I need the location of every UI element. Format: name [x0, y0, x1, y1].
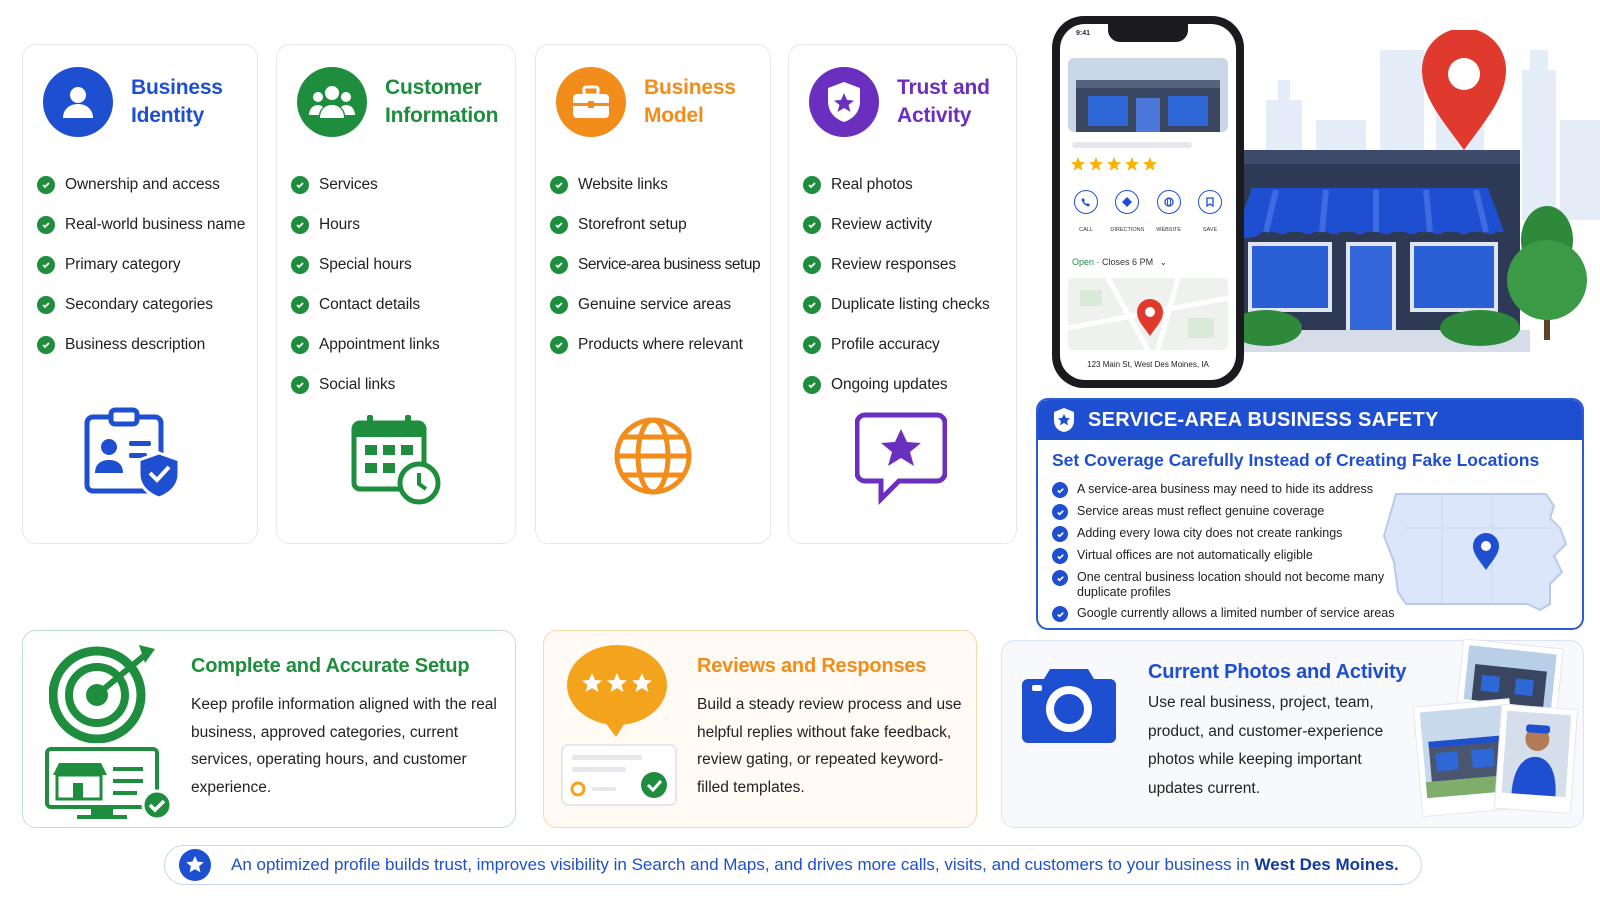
- save-button[interactable]: SAVE: [1192, 190, 1228, 236]
- directions-button[interactable]: DIRECTIONS: [1109, 190, 1145, 236]
- check-icon: [291, 216, 309, 234]
- check-icon: [803, 216, 821, 234]
- check-icon: [803, 176, 821, 194]
- target-arrow-icon: [49, 643, 159, 743]
- phone-actions: [1068, 190, 1228, 236]
- check-icon: [1052, 606, 1068, 622]
- footer-emphasis: West Des Moines.: [1254, 855, 1399, 874]
- reviews-title: Reviews and Responses: [697, 655, 927, 677]
- footer-banner: [164, 845, 1422, 885]
- check-icon: [1052, 548, 1068, 564]
- list-item: Social links: [291, 365, 440, 405]
- checklist: [550, 165, 760, 365]
- photos-body: Use real business, project, team, product, and customer-experience photos while keeping important updates current.: [1148, 694, 1384, 797]
- check-icon: [37, 176, 55, 194]
- card-business-identity: [22, 44, 258, 544]
- card-reviews-responses: [543, 630, 977, 828]
- footer-text: An optimized profile builds trust, improves visibility in Search and Maps, and drives more calls, visits, and customers to your business in: [231, 855, 1250, 874]
- list-item: Google currently allows a limited number of service areas: [1052, 606, 1397, 622]
- list-item: Products where relevant: [550, 325, 760, 365]
- checklist: [291, 165, 440, 405]
- list-item: Primary category: [37, 245, 245, 285]
- checklist: [803, 165, 990, 405]
- list-item: Ongoing updates: [803, 365, 990, 405]
- check-icon: [291, 376, 309, 394]
- card-complete-accurate-setup: [22, 630, 516, 828]
- list-item: Genuine service areas: [550, 285, 760, 325]
- check-icon: [1052, 482, 1068, 498]
- check-icon: [37, 336, 55, 354]
- check-icon: [291, 256, 309, 274]
- status-time: 9:41: [1076, 30, 1091, 37]
- list-item: Business description: [37, 325, 245, 365]
- list-item: Service areas must reflect genuine coverage: [1052, 504, 1397, 520]
- shield-star-icon: [809, 67, 879, 137]
- phone-icon: [1074, 190, 1098, 214]
- list-item: Real photos: [803, 165, 990, 205]
- address-text: 123 Main St, West Des Moines, IA: [1087, 360, 1209, 369]
- check-icon: [550, 336, 568, 354]
- phone-mockup: [1052, 16, 1244, 388]
- card-title: Trust and Activity: [897, 76, 990, 127]
- list-item: Secondary categories: [37, 285, 245, 325]
- check-icon: [291, 336, 309, 354]
- list-item: Special hours: [291, 245, 440, 285]
- card-title: Business Model: [644, 76, 736, 127]
- list-item: Hours: [291, 205, 440, 245]
- list-item: Profile accuracy: [803, 325, 990, 365]
- photo-collage: [1412, 639, 1582, 825]
- map-thumbnail: [1068, 278, 1228, 350]
- check-icon: [291, 176, 309, 194]
- check-icon: [1052, 504, 1068, 520]
- camera-icon: [1020, 661, 1118, 745]
- check-icon: [550, 256, 568, 274]
- rating-stars: [1070, 156, 1160, 172]
- storefront-photo: [1068, 58, 1228, 132]
- list-item: Review responses: [803, 245, 990, 285]
- card-trust-and-activity: [788, 44, 1017, 544]
- star-chat-bubble-icon: [855, 411, 947, 505]
- check-icon: [37, 296, 55, 314]
- hours-status[interactable]: Open · Closes 6 PM ⌄: [1072, 257, 1168, 267]
- check-icon: [550, 176, 568, 194]
- check-icon: [550, 216, 568, 234]
- globe-icon: [1157, 190, 1181, 214]
- list-item: Appointment links: [291, 325, 440, 365]
- phone-screen: [1060, 24, 1236, 380]
- storefront-illustration: [1230, 30, 1600, 365]
- list-item: Virtual offices are not automatically eligible: [1052, 548, 1397, 564]
- bookmark-icon: [1198, 190, 1222, 214]
- check-icon: [37, 256, 55, 274]
- globe-icon: [612, 415, 694, 497]
- service-area-subtitle: Set Coverage Carefully Instead of Creating Fake Locations: [1052, 450, 1540, 470]
- monitor-storefront-check-icon: [43, 747, 175, 825]
- check-icon: [291, 296, 309, 314]
- calendar-clock-icon: [349, 413, 445, 509]
- call-button[interactable]: CALL: [1068, 190, 1104, 236]
- service-area-header: SERVICE-AREA BUSINESS SAFETY: [1038, 400, 1582, 440]
- list-item: Real-world business name: [37, 205, 245, 245]
- photos-title: Current Photos and Activity: [1148, 661, 1407, 683]
- card-business-model: [535, 44, 771, 544]
- list-item: Ownership and access: [37, 165, 245, 205]
- shield-star-icon: [1052, 407, 1076, 433]
- list-item: Website links: [550, 165, 760, 205]
- chevron-down-icon: ⌄: [1159, 257, 1168, 267]
- person-icon: [43, 67, 113, 137]
- check-icon: [803, 296, 821, 314]
- check-icon: [803, 256, 821, 274]
- briefcase-icon: [556, 67, 626, 137]
- list-item: A service-area business may need to hide its address: [1052, 482, 1397, 498]
- directions-icon: [1115, 190, 1139, 214]
- list-item: Services: [291, 165, 440, 205]
- check-icon: [803, 376, 821, 394]
- check-icon: [550, 296, 568, 314]
- card-current-photos-activity: [1001, 640, 1584, 828]
- star-speech-bubble-icon: [564, 641, 670, 737]
- check-icon: [37, 216, 55, 234]
- check-icon: [803, 336, 821, 354]
- list-item: Contact details: [291, 285, 440, 325]
- star-badge-icon: [179, 849, 211, 881]
- list-item: Duplicate listing checks: [803, 285, 990, 325]
- iowa-map-icon: [1382, 488, 1578, 612]
- service-area-list: [1052, 482, 1397, 628]
- check-icon: [1052, 526, 1068, 542]
- checklist: [37, 165, 245, 365]
- reviews-body: Build a steady review process and use helpful replies without fake feedback, review gating, or repeated keyword-filled templates.: [697, 696, 962, 796]
- list-item: One central business location should not become many duplicate profiles: [1052, 570, 1397, 600]
- check-icon: [1052, 570, 1068, 586]
- profile-clipboard-shield-icon: [81, 407, 185, 503]
- list-item: Review activity: [803, 205, 990, 245]
- list-item: Adding every Iowa city does not create rankings: [1052, 526, 1397, 542]
- card-title: Customer Information: [385, 76, 499, 127]
- card-customer-information: [276, 44, 516, 544]
- service-area-panel: [1036, 398, 1584, 630]
- card-title: Business Identity: [131, 76, 223, 127]
- list-item: Storefront setup: [550, 205, 760, 245]
- website-button[interactable]: WEBSITE: [1151, 190, 1187, 236]
- setup-title: Complete and Accurate Setup: [191, 655, 470, 677]
- list-item: Service-area business setup: [550, 245, 760, 285]
- setup-body: Keep profile information aligned with the real business, approved categories, current services, operating hours, and customer experience.: [191, 696, 497, 796]
- review-reply-check-icon: [560, 743, 678, 807]
- people-group-icon: [297, 67, 367, 137]
